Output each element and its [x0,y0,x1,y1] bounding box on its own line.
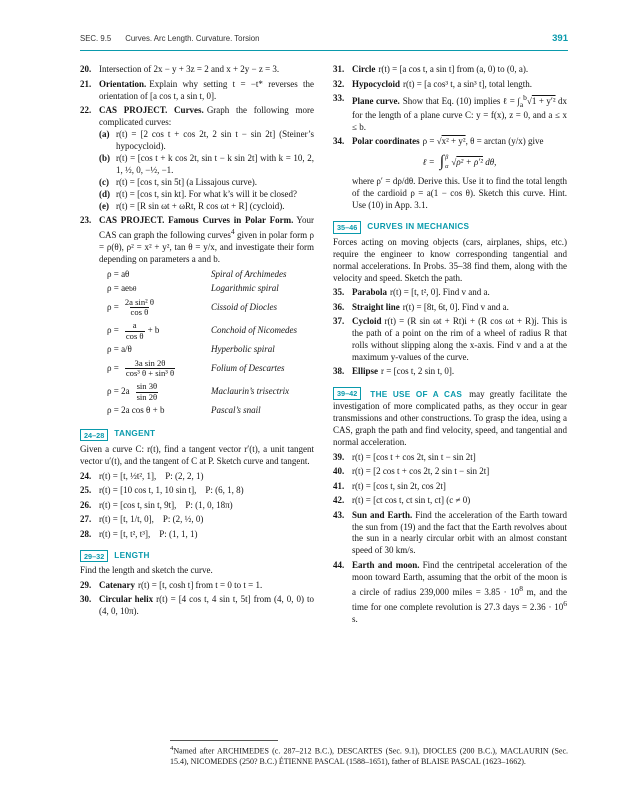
problem-text-body: Explain why setting t = −t* reverses the orientation of [a cos t, a sin t, 0]. [99,78,314,101]
section-title-mechanics: CURVES IN MECHANICS [367,221,470,231]
subproblem-label: (a) [99,128,110,139]
problem-text-part: Your CAS can graph the following curves [99,215,314,241]
problem-keyword: Orientation. [99,78,147,89]
formula-text: ρ = [107,362,119,373]
problem-21 [80,79,314,103]
polar-curve-formula [107,269,211,281]
problem-text [352,287,567,299]
two-column-layout [80,62,568,626]
problem-text-body: r(t) = [2 cos t + cos 2t, 2 sin t − sin 2t] [352,466,490,477]
fraction [125,298,154,319]
section-title-cas: THE USE OF A CAS [370,390,463,400]
problem-text-part: m, and the time for one complete revolution is 27.3 days = 2.36 · 10 [352,586,567,612]
problem-text [99,500,314,512]
integral-upper-limit: β [445,154,449,162]
problem-text-body: Intersection of 2x − y + 3z = 2 and x + 2y − z = 3. [99,64,280,75]
exponent: 8 [519,583,524,593]
radicand: 1 + y′² [531,96,556,107]
problem-text-body: r(t) = [10 cos t, 1, 10 sin t], P: (6, 1, 8) [99,485,244,496]
page-header [80,33,568,51]
polar-curve-name: Folium of Descartes [211,362,285,373]
problem-number: 35. [333,287,345,298]
subproblem-label: (b) [99,152,110,163]
problem-text-body: r(t) = [8t, 6t, 0]. Find v and a. [402,301,509,312]
problem-41 [333,481,567,493]
radicand: ρ² + ρ′² [456,156,483,167]
problem-text [352,481,567,493]
problem-32 [333,79,567,91]
problem-text [352,64,567,76]
polar-curve-name: Logarithmic spiral [211,283,279,294]
formula-text: ρ = 2a cos θ + b [107,405,165,416]
fraction-denominator: cos³ θ + sin³ θ [125,368,175,379]
integral-lower-limit: α [445,162,449,170]
problem-keyword: Circle [352,64,376,75]
problem-text [352,79,567,91]
problem-text-part: s. [352,613,358,624]
fraction [125,359,175,380]
subproblem-label: (e) [99,200,109,211]
polar-curve-row [107,321,314,342]
problem-text-body: Graph the following more complicated curves: [99,105,314,127]
problem-keyword: CAS PROJECT. Famous Curves in Polar Form. [99,215,294,226]
problem-number: 43. [333,509,345,520]
badge-29-32: 29–32 [80,550,108,563]
footnote-body: Named after ARCHIMEDES (c. 287–212 B.C.), DESCARTES (Sec. 9.1), DIOCLES (200 B.C.), MACLAURIN (Sec. 15.4), NICOMEDES (250? B.C.) ÉTIENNE PASCAL (1588–1651), father of BLAISE PASCAL (1623–1662). [170,746,568,767]
fraction [136,382,159,403]
integral-sign: ∫ [439,153,445,171]
formula-exponent: bθ [129,284,137,294]
footnote [170,740,568,768]
fraction-denominator: cos θ [125,330,144,341]
problem-text-body: r(t) = [t, t², t³], P: (1, 1, 1) [99,528,198,539]
problem-39 [333,452,567,464]
page-number: 391 [552,33,568,44]
problem-text-body: r(t) = [t, cosh t] from t = 0 to t = 1. [138,579,263,590]
polar-curve-formula [107,344,211,356]
problem-number: 37. [333,315,345,326]
problem-text-body: r(t) = [t, ½t², 1], P: (2, 2, 1) [99,470,204,481]
problem-text-body: r(t) = [a cos³ t, a sin³ t], total length. [403,78,532,89]
problem-27 [80,514,314,526]
problem-43 [333,510,567,558]
subproblem-text: r(t) = [cos t, sin kt]. For what k’s will it be closed? [116,188,298,199]
problem-number: 41. [333,480,345,491]
problem-text [99,105,314,213]
fraction-numerator: sin 3θ [136,380,158,391]
problem-text [352,136,567,212]
problem-text [352,366,567,378]
integral-limits [445,153,448,172]
section-header-mechanics [333,221,567,234]
subproblem-label: (d) [99,188,110,199]
polar-curve-row [107,283,314,295]
fraction-numerator: 2a sin² θ [124,296,154,307]
subproblem-c [99,177,314,189]
problem-number: 22. [80,105,92,116]
problem-text [99,580,314,592]
problem-number: 36. [333,301,345,312]
subproblem-label: (c) [99,176,109,187]
footnote-rule [170,740,278,741]
footnote-text [170,745,568,768]
problem-text-part: where ρ′ = dρ/dθ. Derive this. Use it to find the total length of the cardioid ρ = a(1 − cos θ). Sketch this curve. Hint. Use (10) in App. 3.1. [352,175,567,210]
subproblem-e [99,201,314,213]
problem-number: 25. [80,485,92,496]
polar-curve-row [107,298,314,319]
page-title: Curves. Arc Length. Curvature. Torsion [125,34,260,43]
section-intro-length: Find the length and sketch the curve. [80,565,213,576]
problem-text [352,466,567,478]
problem-keyword: CAS PROJECT. Curves. [99,105,204,116]
problem-text [99,471,314,483]
problem-text [99,79,314,103]
formula-text: ρ = [107,325,119,336]
badge-35-46: 35–46 [333,221,361,234]
polar-curve-row [107,344,314,356]
arc-length-polar-equation [352,153,567,172]
left-column [80,62,314,626]
problem-20 [80,64,314,76]
problem-text-body: r(t) = [4 cos t, 4 sin t, 5t] from (4, 0, 0) to (4, 0, 10π). [99,594,314,617]
problem-text [99,485,314,497]
problem-text-body: r(t) = [ct cos t, ct sin t, ct] (c ≠ 0) [352,495,471,506]
section-header-length [80,550,314,563]
equation-tail: dθ, [482,156,497,167]
problem-text [352,93,567,134]
integral-lower-limit: a [519,99,524,109]
problem-33 [333,93,567,134]
badge-24-28: 24–28 [80,429,108,442]
polar-curve-name: Spiral of Archimedes [211,268,287,279]
polar-curve-name: Cissoid of Diocles [211,301,278,312]
section-title-length: LENGTH [114,550,150,560]
polar-curve-row [107,359,314,380]
problem-text [99,594,314,618]
problem-keyword: Parabola [352,287,387,298]
problem-text-body: Find the acceleration of the Earth toward the sun from (19) and the fact that the Earth revolves about the sun in a nearly circular orbit with an almost constant speed of 30 km/s. [352,509,567,556]
subproblem-text: r(t) = [R sin ωt + ωRt, R cos ωt + R] (cycloid). [116,200,285,211]
problem-number: 38. [333,366,345,377]
footnote-marker: 4 [170,745,174,752]
problem-number: 27. [80,514,92,525]
subproblem-a [99,129,314,153]
problem-30 [80,594,314,618]
formula-text: ρ = aθ [107,268,130,279]
problem-text [352,316,567,364]
polar-curve-formula [107,321,211,342]
problem-text [352,495,567,507]
problem-number: 42. [333,495,345,506]
polar-curve-formula [107,298,211,319]
section-intro-mechanics: Forces acting on moving objects (cars, airplanes, ships, etc.) require the engineer to know corresponding tangential and normal accelerations. In Probs. 35–38 find them, along with the velocity and speed. Sketch the path. [333,236,567,283]
radical-sign: √ [451,156,457,167]
polar-curve-formula [107,283,211,295]
fraction-numerator: 3a sin 2θ [134,357,166,368]
problem-text [352,510,567,558]
section-intro-cas: may greatly facilitate the investigation of more complicated paths, as they occur in gear transmissions and other constructions. To grasp the idea, using a CAS, graph the path and find velocity, speed, and tangential and normal acceleration. [333,389,567,448]
exponent: 6 [563,598,567,608]
problem-number: 21. [80,78,92,89]
problem-text-part: Show that Eq. (10) implies ℓ = ∫ [402,96,520,107]
section-header-tangent [80,429,314,442]
problem-number: 44. [333,559,345,570]
problem-22 [80,105,314,213]
problem-40 [333,466,567,478]
problem-text [99,514,314,526]
problem-number: 24. [80,470,92,481]
problem-keyword: Sun and Earth. [352,509,413,520]
polar-curve-name: Conchoid of Nicomedes [211,325,297,336]
problem-text-body: r(t) = (R sin ωt + Rt)i + (R cos ωt + R)j. This is the path of a point on the rim of a wheel of radius R that rolls without slipping along the x-axis. Find v and a at the maximum y-values of the curve. [352,315,567,362]
problem-keyword: Straight line [352,301,400,312]
problem-25 [80,485,314,497]
formula-text: ρ = 2a [107,386,130,397]
fraction-denominator: sin 2θ [136,391,158,402]
polar-curve-formula [107,382,211,403]
problem-keyword: Circular helix [99,594,154,605]
equation-lhs: ℓ = [422,156,435,167]
formula-text: ρ = [107,301,119,312]
problem-number: 32. [333,78,345,89]
subproblem-b [99,153,314,177]
problem-text-part: given in polar form ρ = ρ(θ), ρ² = x² + y², tan θ = y/x, and investigate their form depending on parameters a and b. [99,230,314,265]
problem-text [99,215,314,419]
radicand: x² + y² [441,136,466,147]
problem-37 [333,316,567,364]
problem-keyword: Polar coordinates [352,136,420,147]
footnote-marker: 4 [230,227,235,237]
polar-curve-row [107,382,314,403]
badge-39-42: 39–42 [333,387,361,400]
problem-number: 40. [333,466,345,477]
problem-34 [333,136,567,212]
subproblem-text: r(t) = [cos t, sin 5t] (a Lissajous curve). [116,176,258,187]
problem-23 [80,215,314,419]
problem-42 [333,495,567,507]
problem-keyword: Plane curve. [352,96,400,107]
problem-keyword: Ellipse [352,366,379,377]
section-title-tangent: TANGENT [114,429,156,439]
problem-36 [333,302,567,314]
problem-number: 39. [333,451,345,462]
problem-number: 29. [80,579,92,590]
equation-body [451,157,496,169]
problem-text-body: r(t) = [t, t², 0]. Find v and a. [390,287,490,298]
problem-text-body: r(t) = [cos t + cos 2t, sin t − sin 2t] [352,451,476,462]
problem-text [99,64,314,76]
right-column [333,62,567,626]
polar-curve-formula [107,405,211,417]
problem-text-body: r = [cos t, 2 sin t, 0]. [381,366,455,377]
problem-number: 28. [80,528,92,539]
problem-text-body: r(t) = [a cos t, a sin t] from (a, 0) to (0, a). [378,64,529,75]
problem-text [352,302,567,314]
page-content [80,33,568,626]
fraction-denominator: cos θ [130,307,149,318]
problem-35 [333,287,567,299]
problem-text-part: dx for the length of a plane curve C: y = f(x), z = 0, and a ≤ x ≤ b. [352,96,568,132]
problem-text-body: r(t) = [cos t, sin t, 9t], P: (1, 0, 18π) [99,499,233,510]
problem-text-part: ρ = √ [422,136,442,147]
problem-44 [333,560,567,626]
problem-keyword: Earth and moon. [352,559,420,570]
problem-text-body: r(t) = [t, 1/t, 0], P: (2, ½, 0) [99,514,204,525]
problem-text-part: Find the centripetal acceleration of the moon toward Earth, assuming that the orbit of the moon is a circle of radius 239,000 miles = 3.85 · 10 [352,559,567,597]
polar-curve-name: Pascal’s snail [211,405,261,416]
problem-text [352,560,567,626]
problem-number: 34. [333,136,345,147]
formula-text: + b [147,325,160,336]
problem-text-part: , θ = arctan (y/x) give [465,136,544,147]
formula-text: ρ = a/θ [107,344,132,355]
polar-curve-row [107,269,314,281]
problem-text [99,529,314,541]
polar-curve-name: Hyperbolic spiral [211,344,275,355]
problem-number: 33. [333,93,345,104]
polar-curve-formula [107,359,211,380]
subproblem-text: r(t) = [cos t + k cos 2t, sin t − k sin 2t] with k = 10, 2, 1, ½, 0, −½, −1. [116,152,314,175]
problem-29 [80,580,314,592]
subproblem-text: r(t) = [2 cos t + cos 2t, 2 sin t − sin 2t] (Steiner’s hypocycloid). [116,128,314,151]
section-label: SEC. 9.5 [80,34,112,43]
problem-number: 30. [80,594,92,605]
problem-24 [80,471,314,483]
subproblem-d [99,189,314,201]
problem-28 [80,529,314,541]
radical-sign: √ [526,96,532,107]
problem-number: 23. [80,215,92,226]
polar-curve-name: Maclaurin’s trisectrix [211,386,290,397]
polar-curve-row [107,405,314,417]
problem-text [352,452,567,464]
formula-text: ρ = ae [107,283,130,294]
problem-number: 20. [80,64,92,75]
problem-text-body: r(t) = [cos t, sin 2t, cos 2t] [352,480,446,491]
problem-number: 26. [80,499,92,510]
problem-26 [80,500,314,512]
problem-keyword: Cycloid [352,315,382,326]
fraction-numerator: a [132,319,137,330]
section-intro-tangent: Given a curve C: r(t), find a tangent vector r′(t), a unit tangent vector u′(t), and the tangent of C at P. Sketch curve and tangent. [80,444,314,467]
problem-number: 31. [333,64,345,75]
section-cas-use [333,387,567,449]
problem-31 [333,64,567,76]
problem-38 [333,366,567,378]
fraction [125,321,145,342]
problem-keyword: Hypocycloid [352,78,401,89]
problem-keyword: Catenary [99,579,135,590]
integral-upper-limit: b [523,93,527,103]
